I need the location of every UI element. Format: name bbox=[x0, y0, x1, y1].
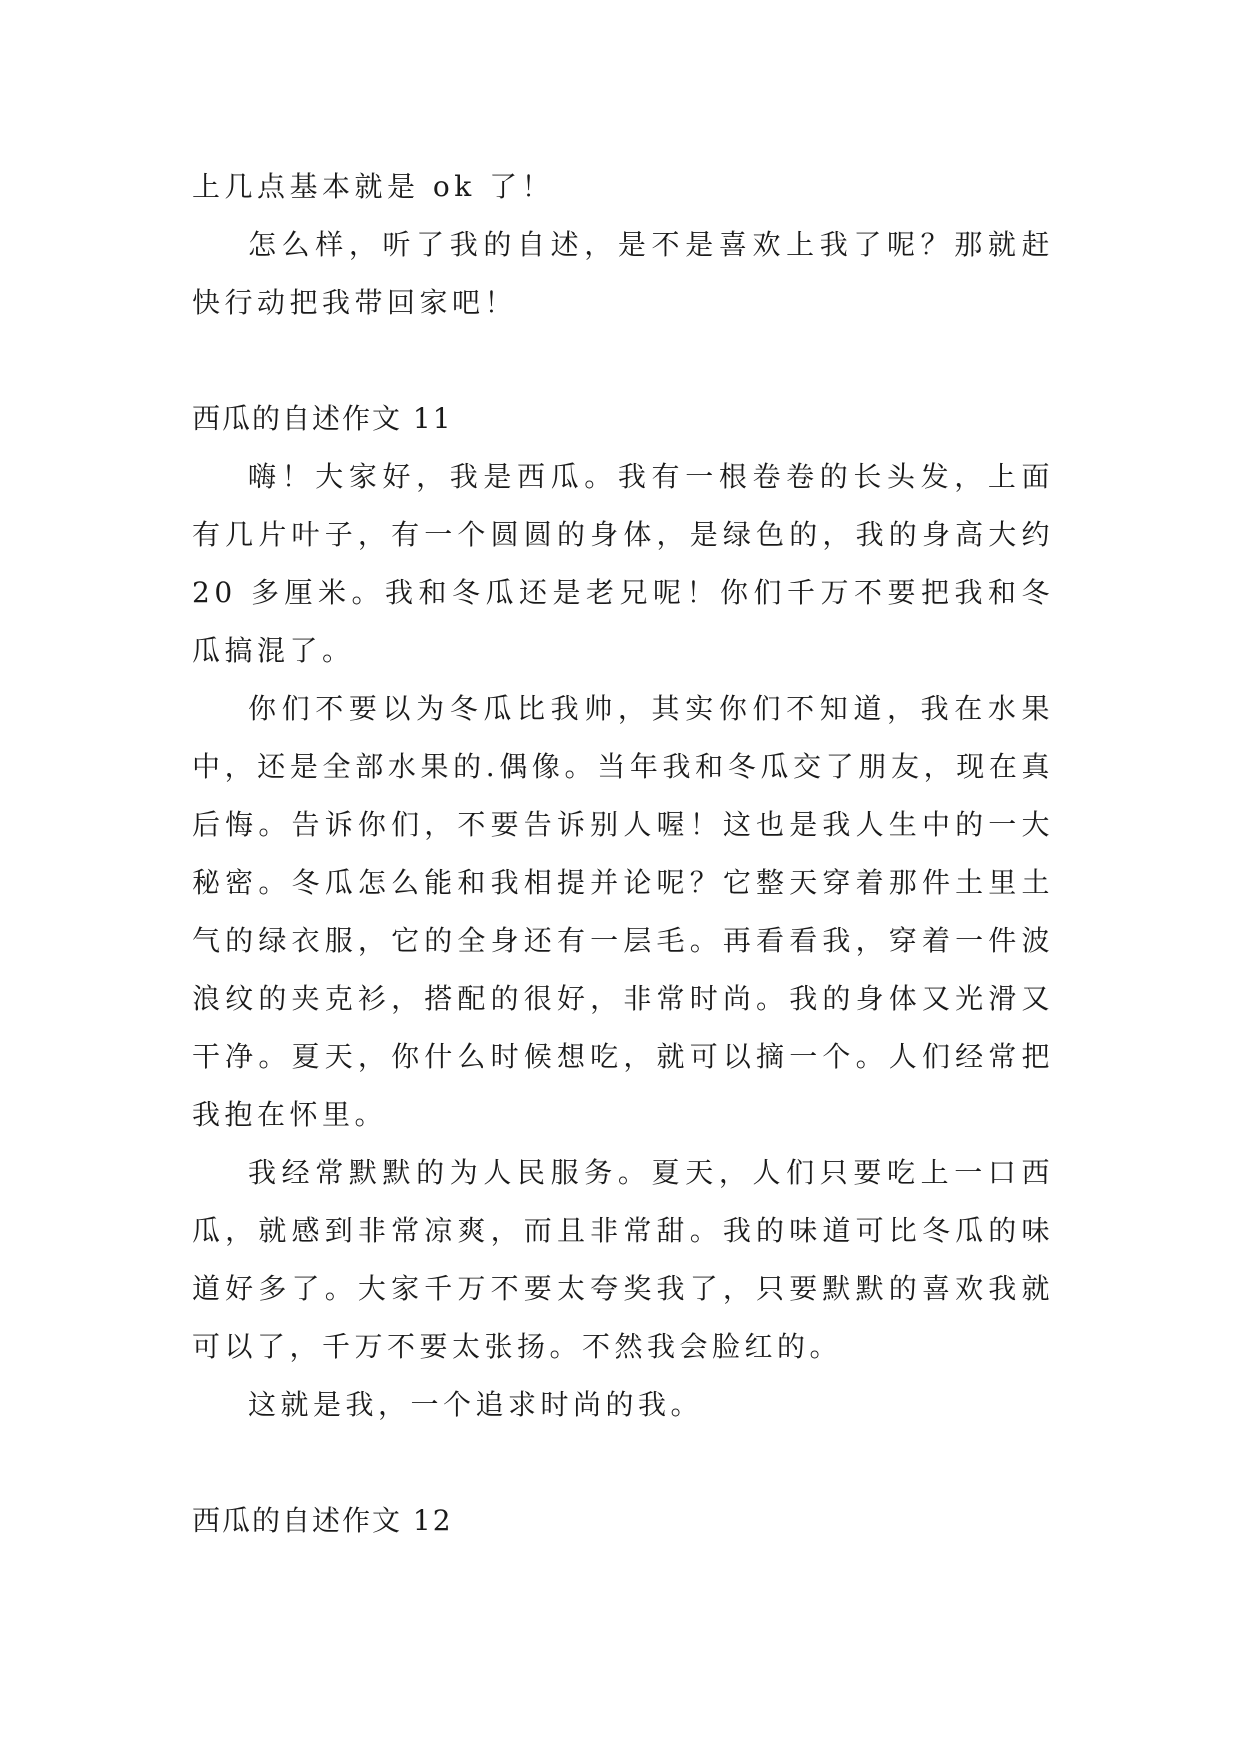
paragraph: 我经常默默的为人民服务。夏天，人们只要吃上一口西瓜，就感到非常凉爽，而且非常甜。我的味道可比冬瓜的味道好多了。大家千万不要太夸奖我了，只要默默的喜欢我就可以了，千万不要太张扬。不然我会脸红的。 bbox=[192, 1156, 1054, 1363]
top-fragment: 上几点基本就是 ok 了！ bbox=[192, 170, 555, 203]
paragraph: 这就是我，一个追求时尚的我。 bbox=[248, 1388, 704, 1421]
section-title-12: 西瓜的自述作文 12 bbox=[192, 1504, 453, 1537]
section-gap bbox=[192, 1434, 1054, 1492]
document-body bbox=[192, 158, 1054, 1550]
paragraph: 嗨！大家好，我是西瓜。我有一根卷卷的长头发，上面有几片叶子，有一个圆圆的身体，是绿色的，我的身高大约 20 多厘米。我和冬瓜还是老兄呢！你们千万不要把我和冬瓜搞混了。 bbox=[192, 460, 1054, 667]
closing-paragraph: 怎么样，听了我的自述，是不是喜欢上我了呢？那就赶快行动把我带回家吧！ bbox=[192, 228, 1054, 319]
section-title-11: 西瓜的自述作文 11 bbox=[192, 402, 453, 435]
paragraph: 你们不要以为冬瓜比我帅，其实你们不知道，我在水果中，还是全部水果的.偶像。当年我和冬瓜交了朋友，现在真后悔。告诉你们，不要告诉别人喔！这也是我人生中的一大秘密。冬瓜怎么能和我相提并论呢？它整天穿着那件土里土气的绿衣服，它的全身还有一层毛。再看看我，穿着一件波浪纹的夹克衫，搭配的很好，非常时尚。我的身体又光滑又干净。夏天，你什么时候想吃，就可以摘一个。人们经常把我抱在怀里。 bbox=[192, 692, 1054, 1131]
section-gap bbox=[192, 332, 1054, 390]
